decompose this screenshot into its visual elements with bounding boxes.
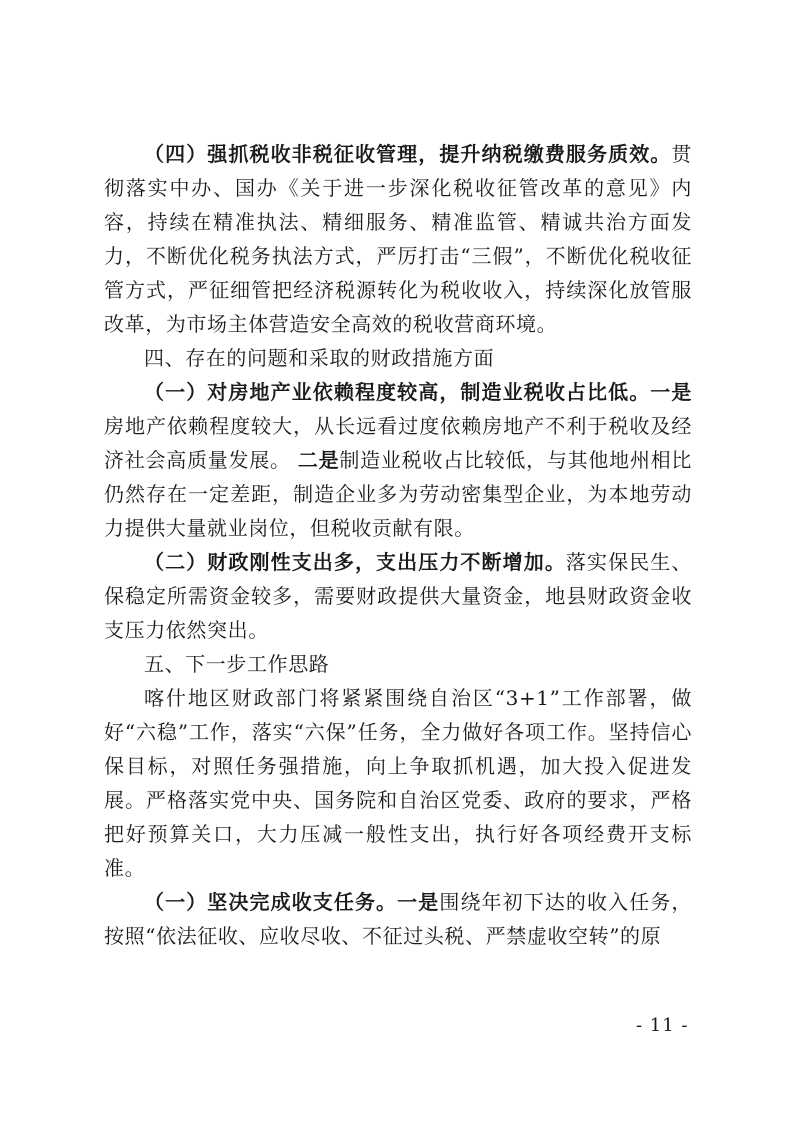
paragraph-lead: （一）坚决完成收支任务。 [144,890,398,914]
point-label: 一是 [397,890,440,914]
point-text: 围绕年初下达的收入任务，按照“依法征收、应收尽收、不征过头税、严禁虚收空转”的原 [104,890,693,948]
paragraph-real-estate [104,375,692,545]
paragraph-lead: （四）强抓税收非税征收管理，提升纳税缴费服务质效。 [144,142,672,166]
paragraph-expenditure [104,545,692,647]
point-label: 一是 [650,380,692,404]
point-text: 房地产依赖程度较大，从长远看过度依赖房地产不利于税收及经济社会高质量发展。 [104,414,692,472]
point-label: 二是 [297,448,340,472]
paragraph-text: 贯彻落实中办、国办《关于进一步深化税收征管改革的意见》内容，持续在精准执法、精细服务、精准监管、精诚共治方面发力，不断优化税务执法方式，严厉打击“三假”，不断优化税收征管方式，严征细管把经济税源转化为税收收入，持续深化放管服改革，为市场主体营造安全高效的税收营商环境。 [104,142,692,336]
page-number: - 11 - [636,1015,689,1036]
point-text: 制造业税收占比较低，与其他地州相比仍然存在一定差距，制造企业多为劳动密集型企业，为本地劳动力提供大量就业岗位，但税收贡献有限。 [104,448,693,540]
paragraph-tax-management [104,137,692,341]
document-body [104,137,692,953]
section-heading-problems: 四、存在的问题和采取的财政措施方面 [144,346,495,370]
paragraph-text: 喀什地区财政部门将紧紧围绕自治区“3+1”工作部署，做好“六稳”工作，落实“六保”任务，全力做好各项工作。坚持信心保目标，对照任务强措施，向上争取抓机遇，加大投入促进发展。严格落实党中央、国务院和自治区党委、政府的要求，严格把好预算关口，大力压减一般性支出，执行好各项经费开支标准。 [104,686,692,880]
paragraph-text: 落实保民生、保稳定所需资金较多，需要财政提供大量资金，地县财政资金收支压力依然突出。 [104,550,692,642]
paragraph-revenue-tasks [104,885,692,953]
section-heading-next-steps: 五、下一步工作思路 [144,652,330,676]
paragraph-lead: （二）财政刚性支出多，支出压力不断增加。 [144,550,566,574]
paragraph-lead: （一）对房地产业依赖程度较高，制造业税收占比低。 [144,380,651,404]
paragraph-work-plan [104,681,692,885]
